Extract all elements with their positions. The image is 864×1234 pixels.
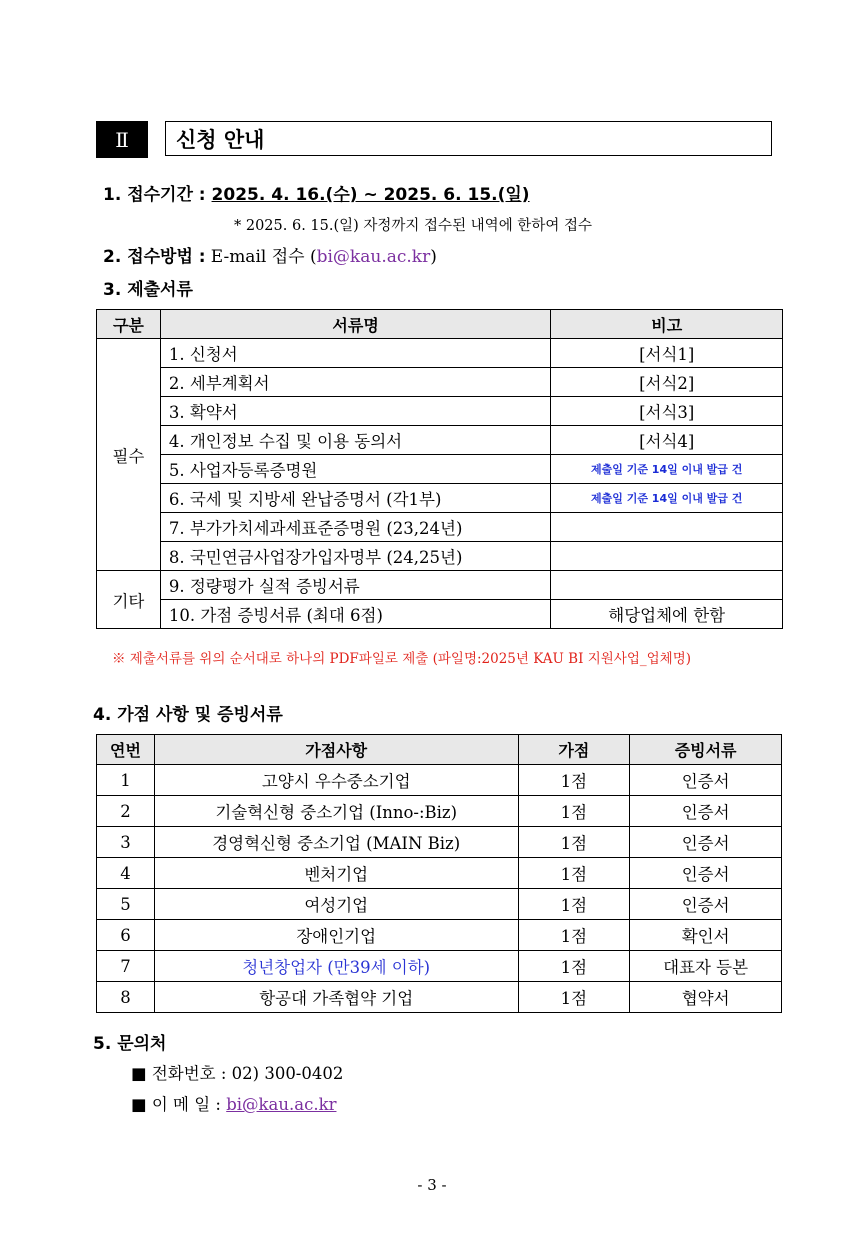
table-row	[97, 765, 782, 796]
bonus-no: 4	[97, 858, 155, 889]
header-no: 연번	[97, 735, 155, 765]
bonus-no: 2	[97, 796, 155, 827]
table-row	[97, 889, 782, 920]
bonus-proof: 인증서	[630, 889, 782, 920]
bonus-proof: 대표자 등본	[630, 951, 782, 982]
bonus-no: 8	[97, 982, 155, 1013]
method-text: E-mail 접수 (	[210, 247, 317, 267]
doc-note	[551, 571, 783, 600]
contact-email-label: ■ 이 메 일 :	[131, 1095, 227, 1114]
documents-note: ※ 제출서류를 위의 순서대로 하나의 PDF파일로 제출 (파일명:2025년 KAU BI 지원사업_업체명)	[112, 651, 692, 667]
bonus-item: 고양시 우수중소기업	[154, 765, 518, 796]
documents-table	[96, 309, 783, 629]
bonus-item: 여성기업	[154, 889, 518, 920]
contact-heading: 5. 문의처	[93, 1034, 167, 1054]
header-document: 서류명	[160, 310, 551, 339]
bonus-points: 1점	[518, 827, 630, 858]
period-note: * 2025. 6. 15.(일) 자정까지 접수된 내역에 한하여 접수	[234, 218, 592, 234]
header-proof: 증빙서류	[630, 735, 782, 765]
bonus-item: 벤처기업	[154, 858, 518, 889]
bonus-points: 1점	[518, 858, 630, 889]
application-method	[103, 242, 437, 267]
table-row	[97, 920, 782, 951]
table-row	[97, 827, 782, 858]
bonus-no: 6	[97, 920, 155, 951]
method-close: )	[430, 247, 437, 267]
doc-note: 해당업체에 한함	[551, 600, 783, 629]
bonus-proof: 인증서	[630, 858, 782, 889]
table-row	[97, 542, 783, 571]
bonus-heading: 4. 가점 사항 및 증빙서류	[93, 705, 283, 725]
application-period-value: 2025. 4. 16.(수) ~ 2025. 6. 15.(일)	[211, 185, 530, 205]
bonus-points: 1점	[518, 982, 630, 1013]
bonus-proof: 인증서	[630, 796, 782, 827]
table-row	[97, 982, 782, 1013]
bonus-no: 3	[97, 827, 155, 858]
doc-note: [서식1]	[551, 339, 783, 368]
bonus-no: 1	[97, 765, 155, 796]
doc-name: 4. 개인정보 수집 및 이용 동의서	[160, 426, 551, 455]
doc-name: 9. 정량평가 실적 증빙서류	[160, 571, 551, 600]
bonus-item: 기술혁신형 중소기업 (Inno-:Biz)	[154, 796, 518, 827]
table-row	[97, 513, 783, 542]
doc-note	[551, 513, 783, 542]
header-remark: 비고	[551, 310, 783, 339]
table-row	[97, 455, 783, 484]
bonus-points: 1점	[518, 765, 630, 796]
section-title: 신청 안내	[165, 121, 772, 156]
table-row	[97, 951, 782, 982]
doc-name: 5. 사업자등록증명원	[160, 455, 551, 484]
doc-note	[551, 542, 783, 571]
contact-email-link[interactable]: bi@kau.ac.kr	[226, 1095, 337, 1114]
doc-note: 제출일 기준 14일 이내 발급 건	[551, 455, 783, 484]
bonus-proof: 인증서	[630, 827, 782, 858]
bonus-proof: 협약서	[630, 982, 782, 1013]
group-required: 필수	[97, 339, 161, 571]
bonus-item: 경영혁신형 중소기업 (MAIN Biz)	[154, 827, 518, 858]
bonus-proof: 인증서	[630, 765, 782, 796]
bonus-table	[96, 734, 782, 1013]
page-number: - 3 -	[417, 1176, 447, 1194]
table-row	[97, 426, 783, 455]
doc-name: 7. 부가가치세과세표준증명원 (23,24년)	[160, 513, 551, 542]
doc-name: 10. 가점 증빙서류 (최대 6점)	[160, 600, 551, 629]
table-row	[97, 397, 783, 426]
bonus-item: 항공대 가족협약 기업	[154, 982, 518, 1013]
bonus-no: 5	[97, 889, 155, 920]
documents-heading: 3. 제출서류	[103, 280, 193, 300]
bonus-points: 1점	[518, 889, 630, 920]
bonus-points: 1점	[518, 920, 630, 951]
header-points: 가점	[518, 735, 630, 765]
header-item: 가점사항	[154, 735, 518, 765]
doc-note: [서식2]	[551, 368, 783, 397]
doc-note: [서식3]	[551, 397, 783, 426]
section-number: Ⅱ	[96, 121, 148, 158]
table-row	[97, 339, 783, 368]
doc-name: 6. 국세 및 지방세 완납증명서 (각1부)	[160, 484, 551, 513]
doc-name: 1. 신청서	[160, 339, 551, 368]
table-row	[97, 796, 782, 827]
table-header-row	[97, 735, 782, 765]
doc-name: 8. 국민연금사업장가입자명부 (24,25년)	[160, 542, 551, 571]
item2-label: 2. 접수방법 :	[103, 247, 206, 267]
application-period	[103, 180, 530, 205]
bonus-points: 1점	[518, 796, 630, 827]
bonus-item: 장애인기업	[154, 920, 518, 951]
contact-phone: ■ 전화번호 : 02) 300-0402	[131, 1064, 344, 1083]
header-category: 구분	[97, 310, 161, 339]
table-row	[97, 571, 783, 600]
table-row	[97, 858, 782, 889]
doc-note: [서식4]	[551, 426, 783, 455]
method-email-link[interactable]: bi@kau.ac.kr	[316, 247, 431, 267]
table-row	[97, 368, 783, 397]
bonus-item: 청년창업자 (만39세 이하)	[154, 951, 518, 982]
group-other: 기타	[97, 571, 161, 629]
table-header-row	[97, 310, 783, 339]
item1-label: 1. 접수기간 :	[103, 185, 206, 205]
bonus-points: 1점	[518, 951, 630, 982]
table-row	[97, 600, 783, 629]
doc-note: 제출일 기준 14일 이내 발급 건	[551, 484, 783, 513]
table-row	[97, 484, 783, 513]
bonus-proof: 확인서	[630, 920, 782, 951]
doc-name: 3. 확약서	[160, 397, 551, 426]
contact-email	[131, 1091, 336, 1115]
doc-name: 2. 세부계획서	[160, 368, 551, 397]
bonus-no: 7	[97, 951, 155, 982]
